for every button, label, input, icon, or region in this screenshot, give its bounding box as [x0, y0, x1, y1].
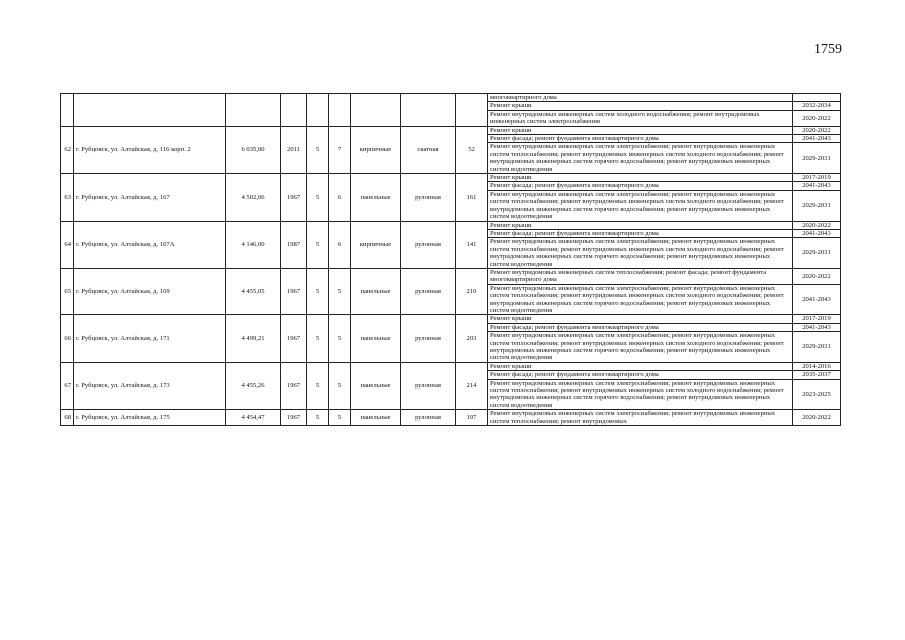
- work-years: 2041-2043: [793, 182, 841, 190]
- area-cell: 4 454,47: [226, 410, 281, 426]
- floors-cell: 5: [307, 268, 329, 314]
- entrances-cell: 5: [329, 362, 351, 409]
- work-description: Ремонт фасада; ремонт фундамента многоквартирного дома: [488, 182, 793, 190]
- floors-cell: 5: [307, 221, 329, 268]
- work-description: Ремонт внутридомовых инженерных систем электроснабжения; ремонт внутридомовых инженерных систем теплоснабжения; ремонт внутридомовых инженерных систем холодного водоснабжения; ремонт внутридомовых инженерных систем горячего водоснабжения; ремонт внутридомовых инженерных систем водоотведения: [488, 379, 793, 410]
- work-years: 2032-2034: [793, 102, 841, 110]
- entrances-cell: 6: [329, 174, 351, 221]
- walls-cell: панельные: [351, 315, 401, 362]
- residents-cell: 210: [456, 268, 488, 314]
- work-years: 2041-2043: [793, 229, 841, 237]
- year-cell: 1967: [281, 315, 307, 362]
- work-years: 2014-2016: [793, 362, 841, 370]
- work-years: 2020-2022: [793, 221, 841, 229]
- work-years: 2017-2019: [793, 315, 841, 323]
- walls-cell: панельные: [351, 410, 401, 426]
- roof-cell: рулонная: [401, 174, 456, 221]
- residents-cell: 161: [456, 174, 488, 221]
- table-row: [61, 362, 841, 370]
- work-years: 2020-2022: [793, 110, 841, 126]
- num-cell: [61, 94, 74, 127]
- residents-cell: 141: [456, 221, 488, 268]
- housing-repair-table: [60, 93, 841, 426]
- work-description: Ремонт внутридомовых инженерных систем электроснабжения; ремонт внутридомовых инженерных систем теплоснабжения; ремонт внутридомовых инженерных систем холодного водоснабжения; ремонт внутридомовых инженерных систем горячего водоснабжения; ремонт внутридомовых инженерных систем водоотведения: [488, 143, 793, 174]
- roof-cell: [401, 94, 456, 127]
- num-cell: 64: [61, 221, 74, 268]
- num-cell: 67: [61, 362, 74, 409]
- address-cell: г. Рубцовск, ул. Алтайская, д. 169: [74, 268, 226, 314]
- residents-cell: 203: [456, 315, 488, 362]
- work-years: 2041-2043: [793, 135, 841, 143]
- work-description: Ремонт крыши: [488, 126, 793, 134]
- entrances-cell: 5: [329, 315, 351, 362]
- roof-cell: скатная: [401, 126, 456, 173]
- num-cell: 68: [61, 410, 74, 426]
- work-description: Ремонт фасада; ремонт фундамента многоквартирного дома: [488, 371, 793, 379]
- address-cell: г. Рубцовск, ул. Алтайская, д. 173: [74, 362, 226, 409]
- work-description: Ремонт внутридомовых инженерных систем теплоснабжения; ремонт фасада; ремонт фундамента многоквартирного дома: [488, 268, 793, 284]
- work-description: Ремонт внутридомовых инженерных систем электроснабжения; ремонт внутридомовых инженерных систем теплоснабжения; ремонт внутридомовых инженерных систем холодного водоснабжения; ремонт внутридомовых инженерных систем горячего водоснабжения; ремонт внутридомовых инженерных систем водоотведения: [488, 332, 793, 363]
- year-cell: 1967: [281, 362, 307, 409]
- residents-cell: 197: [456, 410, 488, 426]
- walls-cell: [351, 94, 401, 127]
- work-description: Ремонт внутридомовых инженерных систем электроснабжения; ремонт внутридомовых инженерных систем теплоснабжения; ремонт внутридомовых инженерных систем холодного водоснабжения; ремонт внутридомовых инженерных систем горячего водоснабжения; ремонт внутридомовых инженерных систем водоотведения: [488, 238, 793, 269]
- page-number: 1759: [814, 42, 842, 57]
- work-description: Ремонт крыши: [488, 221, 793, 229]
- table-row: [61, 268, 841, 284]
- work-description: Ремонт крыши: [488, 315, 793, 323]
- floors-cell: [307, 94, 329, 127]
- area-cell: 4 455,05: [226, 268, 281, 314]
- work-years: 2020-2022: [793, 126, 841, 134]
- work-description: Ремонт внутридомовых инженерных систем электроснабжения; ремонт внутридомовых инженерных систем теплоснабжения; ремонт внутридомовых: [488, 410, 793, 426]
- floors-cell: 5: [307, 410, 329, 426]
- entrances-cell: 5: [329, 410, 351, 426]
- work-years: 2023-2025: [793, 379, 841, 410]
- roof-cell: рулонная: [401, 268, 456, 314]
- num-cell: 65: [61, 268, 74, 314]
- residents-cell: [456, 94, 488, 127]
- work-description: Ремонт внутридомовых инженерных систем холодного водоснабжения; ремонт внутридомовых инженерных систем электроснабжения: [488, 110, 793, 126]
- carryover-row: [61, 94, 841, 102]
- address-cell: г. Рубцовск, ул. Алтайская, д. 167А: [74, 221, 226, 268]
- floors-cell: 5: [307, 362, 329, 409]
- area-cell: 4 146,00: [226, 221, 281, 268]
- work-description: Ремонт крыши: [488, 174, 793, 182]
- roof-cell: рулонная: [401, 315, 456, 362]
- residents-cell: 214: [456, 362, 488, 409]
- floors-cell: 5: [307, 126, 329, 173]
- entrances-cell: 6: [329, 221, 351, 268]
- year-cell: 1967: [281, 174, 307, 221]
- work-description: Ремонт фасада; ремонт фундамента многоквартирного дома: [488, 229, 793, 237]
- year-cell: [281, 94, 307, 127]
- walls-cell: панельные: [351, 174, 401, 221]
- address-cell: [74, 94, 226, 127]
- work-description: многоквартирного дома: [488, 94, 793, 102]
- entrances-cell: 7: [329, 126, 351, 173]
- walls-cell: панельные: [351, 362, 401, 409]
- work-years: 2029-2031: [793, 238, 841, 269]
- year-cell: 1987: [281, 221, 307, 268]
- year-cell: 2011: [281, 126, 307, 173]
- work-description: Ремонт крыши: [488, 362, 793, 370]
- work-years: 2017-2019: [793, 174, 841, 182]
- work-years: 2029-2031: [793, 332, 841, 363]
- area-cell: 4 499,21: [226, 315, 281, 362]
- work-description: Ремонт внутридомовых инженерных систем электроснабжения; ремонт внутридомовых инженерных систем теплоснабжения; ремонт внутридомовых инженерных систем холодного водоснабжения; ремонт внутридомовых инженерных систем горячего водоснабжения; ремонт внутридомовых инженерных систем водоотведения: [488, 190, 793, 221]
- year-cell: 1967: [281, 268, 307, 314]
- roof-cell: рулонная: [401, 362, 456, 409]
- work-years: 2029-2031: [793, 143, 841, 174]
- work-years: 2041-2043: [793, 284, 841, 315]
- work-description: Ремонт внутридомовых инженерных систем электроснабжения; ремонт внутридомовых инженерных систем теплоснабжения; ремонт внутридомовых инженерных систем холодного водоснабжения; ремонт внутридомовых инженерных систем горячего водоснабжения; ремонт внутридомовых инженерных систем водоотведения: [488, 284, 793, 315]
- table-row: [61, 315, 841, 323]
- roof-cell: рулонная: [401, 221, 456, 268]
- table-row: [61, 410, 841, 426]
- entrances-cell: 5: [329, 268, 351, 314]
- num-cell: 63: [61, 174, 74, 221]
- area-cell: 4 455,26: [226, 362, 281, 409]
- table-row: [61, 174, 841, 182]
- area-cell: 4 502,06: [226, 174, 281, 221]
- roof-cell: рулонная: [401, 410, 456, 426]
- num-cell: 62: [61, 126, 74, 173]
- floors-cell: 5: [307, 315, 329, 362]
- work-years: 2029-2031: [793, 190, 841, 221]
- address-cell: г. Рубцовск, ул. Алтайская, д. 116 корп. 2: [74, 126, 226, 173]
- work-years: 2035-2037: [793, 371, 841, 379]
- work-years: [793, 94, 841, 102]
- work-description: Ремонт фасада; ремонт фундамента многоквартирного дома: [488, 135, 793, 143]
- work-years: 2041-2043: [793, 323, 841, 331]
- residents-cell: 52: [456, 126, 488, 173]
- num-cell: 66: [61, 315, 74, 362]
- table-row: [61, 221, 841, 229]
- walls-cell: кирпичные: [351, 126, 401, 173]
- walls-cell: панельные: [351, 268, 401, 314]
- walls-cell: кирпичные: [351, 221, 401, 268]
- area-cell: [226, 94, 281, 127]
- area-cell: 6 035,00: [226, 126, 281, 173]
- address-cell: г. Рубцовск, ул. Алтайская, д. 167: [74, 174, 226, 221]
- work-description: Ремонт фасада; ремонт фундамента многоквартирного дома: [488, 323, 793, 331]
- entrances-cell: [329, 94, 351, 127]
- year-cell: 1967: [281, 410, 307, 426]
- table-row: [61, 126, 841, 134]
- address-cell: г. Рубцовск, ул. Алтайская, д. 175: [74, 410, 226, 426]
- work-years: 2020-2022: [793, 268, 841, 284]
- work-description: Ремонт крыши: [488, 102, 793, 110]
- work-years: 2020-2022: [793, 410, 841, 426]
- floors-cell: 5: [307, 174, 329, 221]
- address-cell: г. Рубцовск, ул. Алтайская, д. 171: [74, 315, 226, 362]
